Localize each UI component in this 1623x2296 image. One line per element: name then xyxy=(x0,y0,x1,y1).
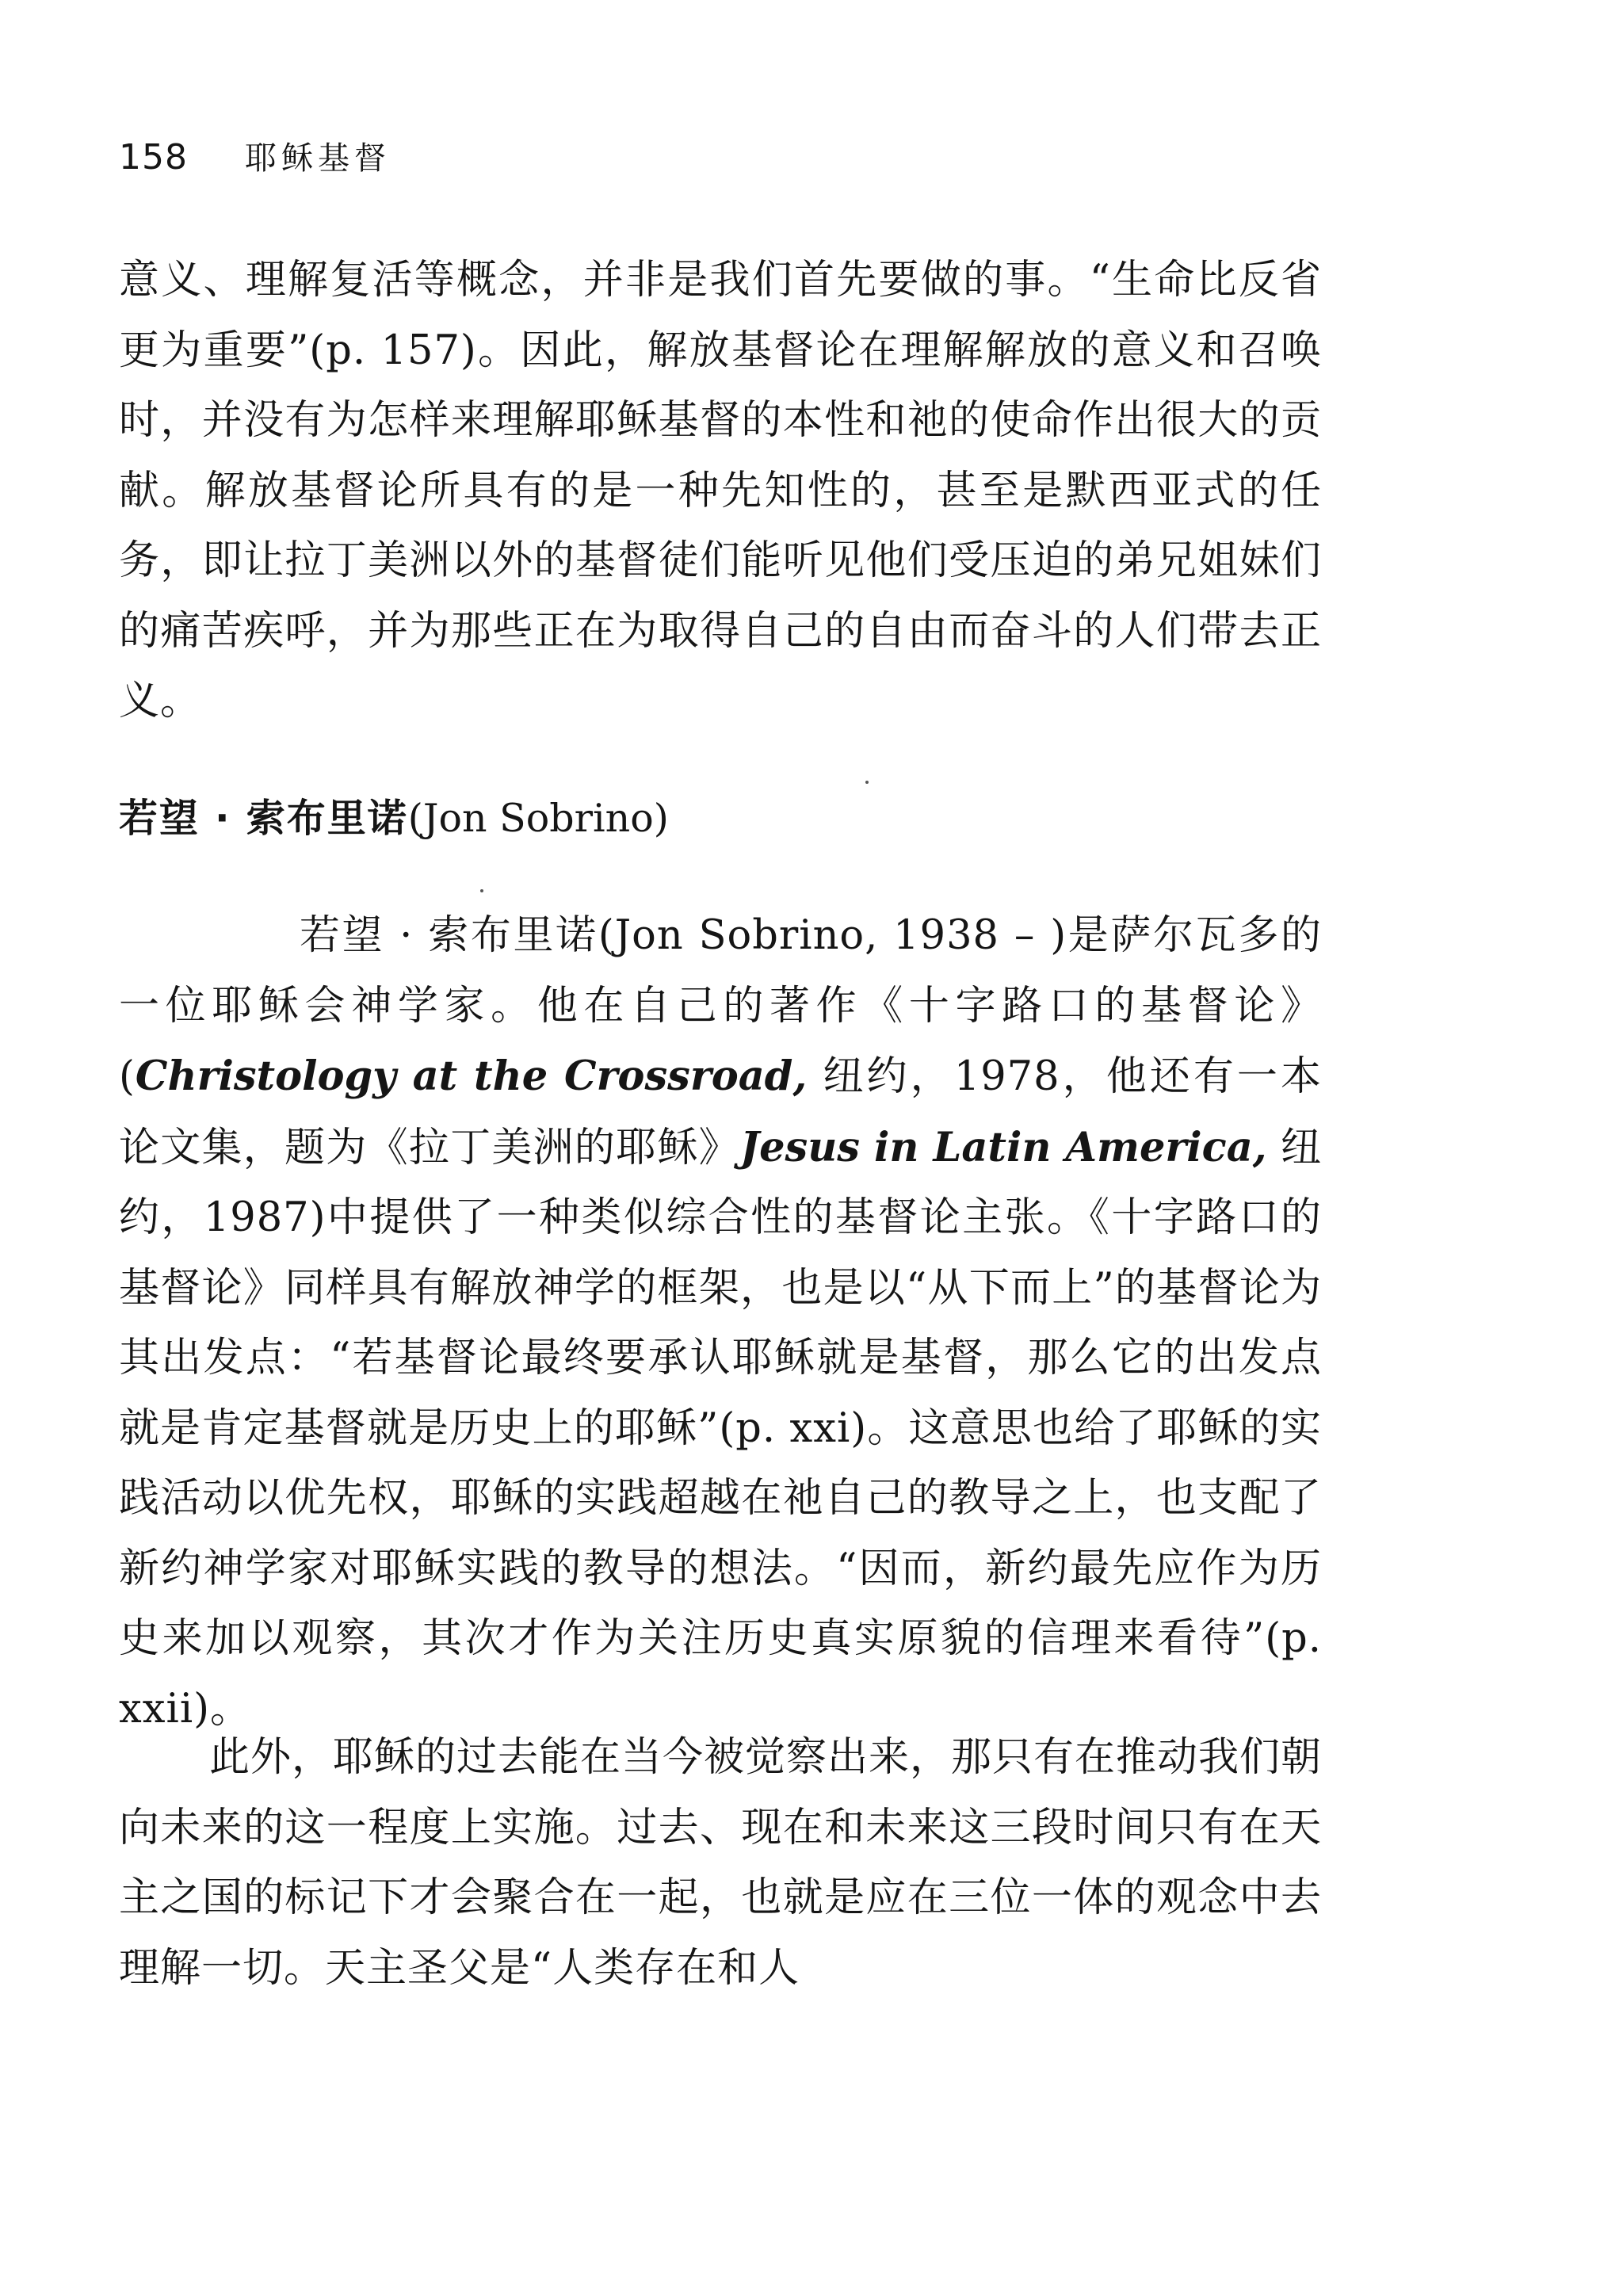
section-heading xyxy=(119,787,669,850)
running-header xyxy=(119,133,391,189)
paragraph-2-part-3: 纽约，1987)中提供了一种类似综合性的基督论主张。《十字路口的基督论》同样具有解放神学的框架，也是以“从下而上”的基督论为其出发点：“若基督论最终要承认耶稣就是基督，那么它的出发点就是肯定基督就是历史上的耶稣”(p. xxi)。这意思也给了耶稣的实践活动以优先权，耶稣的实践超越在祂自己的教导之上，也支配了新约神学家对耶稣实践的教导的想法。“因而，新约最先应作为历史来加以观察，其次才作为关注历史真实原貌的信理来看待”(p. xxii)。 xyxy=(119,1124,1323,1733)
paragraph-2-part-1: 若望 · 索布里诺(Jon Sobrino, 1938 – )是萨尔瓦多的一位耶稣会神学家。他在自己的著作《十字路口的基督论》( xyxy=(119,912,1322,1100)
paragraph-2-part-2: 纽约，1978，他还有一本论文集，题为《拉丁美洲的耶稣》 xyxy=(119,1053,1322,1171)
paragraph-1: 意义、理解复活等概念，并非是我们首先要做的事。“生命比反省更为重要”(p. 157)。因此，解放基督论在理解解放的意义和召唤时，并没有为怎样来理解耶稣基督的本性和祂的使命作出很大的贡献。解放基督论所具有的是一种先知性的，甚至是默西亚式的任务，即让拉丁美洲以外的基督徒们能听见他们受压迫的弟兄姐妹们的痛苦疾呼，并为那些正在为取得自己的自由而奋斗的人们带去正义。 xyxy=(119,257,1322,724)
paragraph-3: 此外，耶稣的过去能在当今被觉察出来，那只有在推动我们朝向未来的这一程度上实施。过去、现在和未来这三段时间只有在天主之国的标记下才会聚合在一起，也就是应在三位一体的观念中去理解一切。天主圣父是“人类存在和人 xyxy=(119,1734,1323,1992)
section-heading-latin: (Jon Sobrino) xyxy=(407,796,669,841)
running-book-title: 耶稣基督 xyxy=(244,140,391,177)
paragraph-2 xyxy=(119,901,1322,1744)
scan-speck xyxy=(480,889,483,892)
section-heading-chinese: 若望 · 索布里诺 xyxy=(119,796,408,841)
scan-speck xyxy=(865,781,869,784)
page-number: 158 xyxy=(119,137,188,178)
book-title-jesus-in-latin-america: Jesus in Latin America, xyxy=(739,1123,1267,1171)
book-title-christology-at-the-crossroad: Christology at the Crossroad, xyxy=(135,1052,808,1100)
